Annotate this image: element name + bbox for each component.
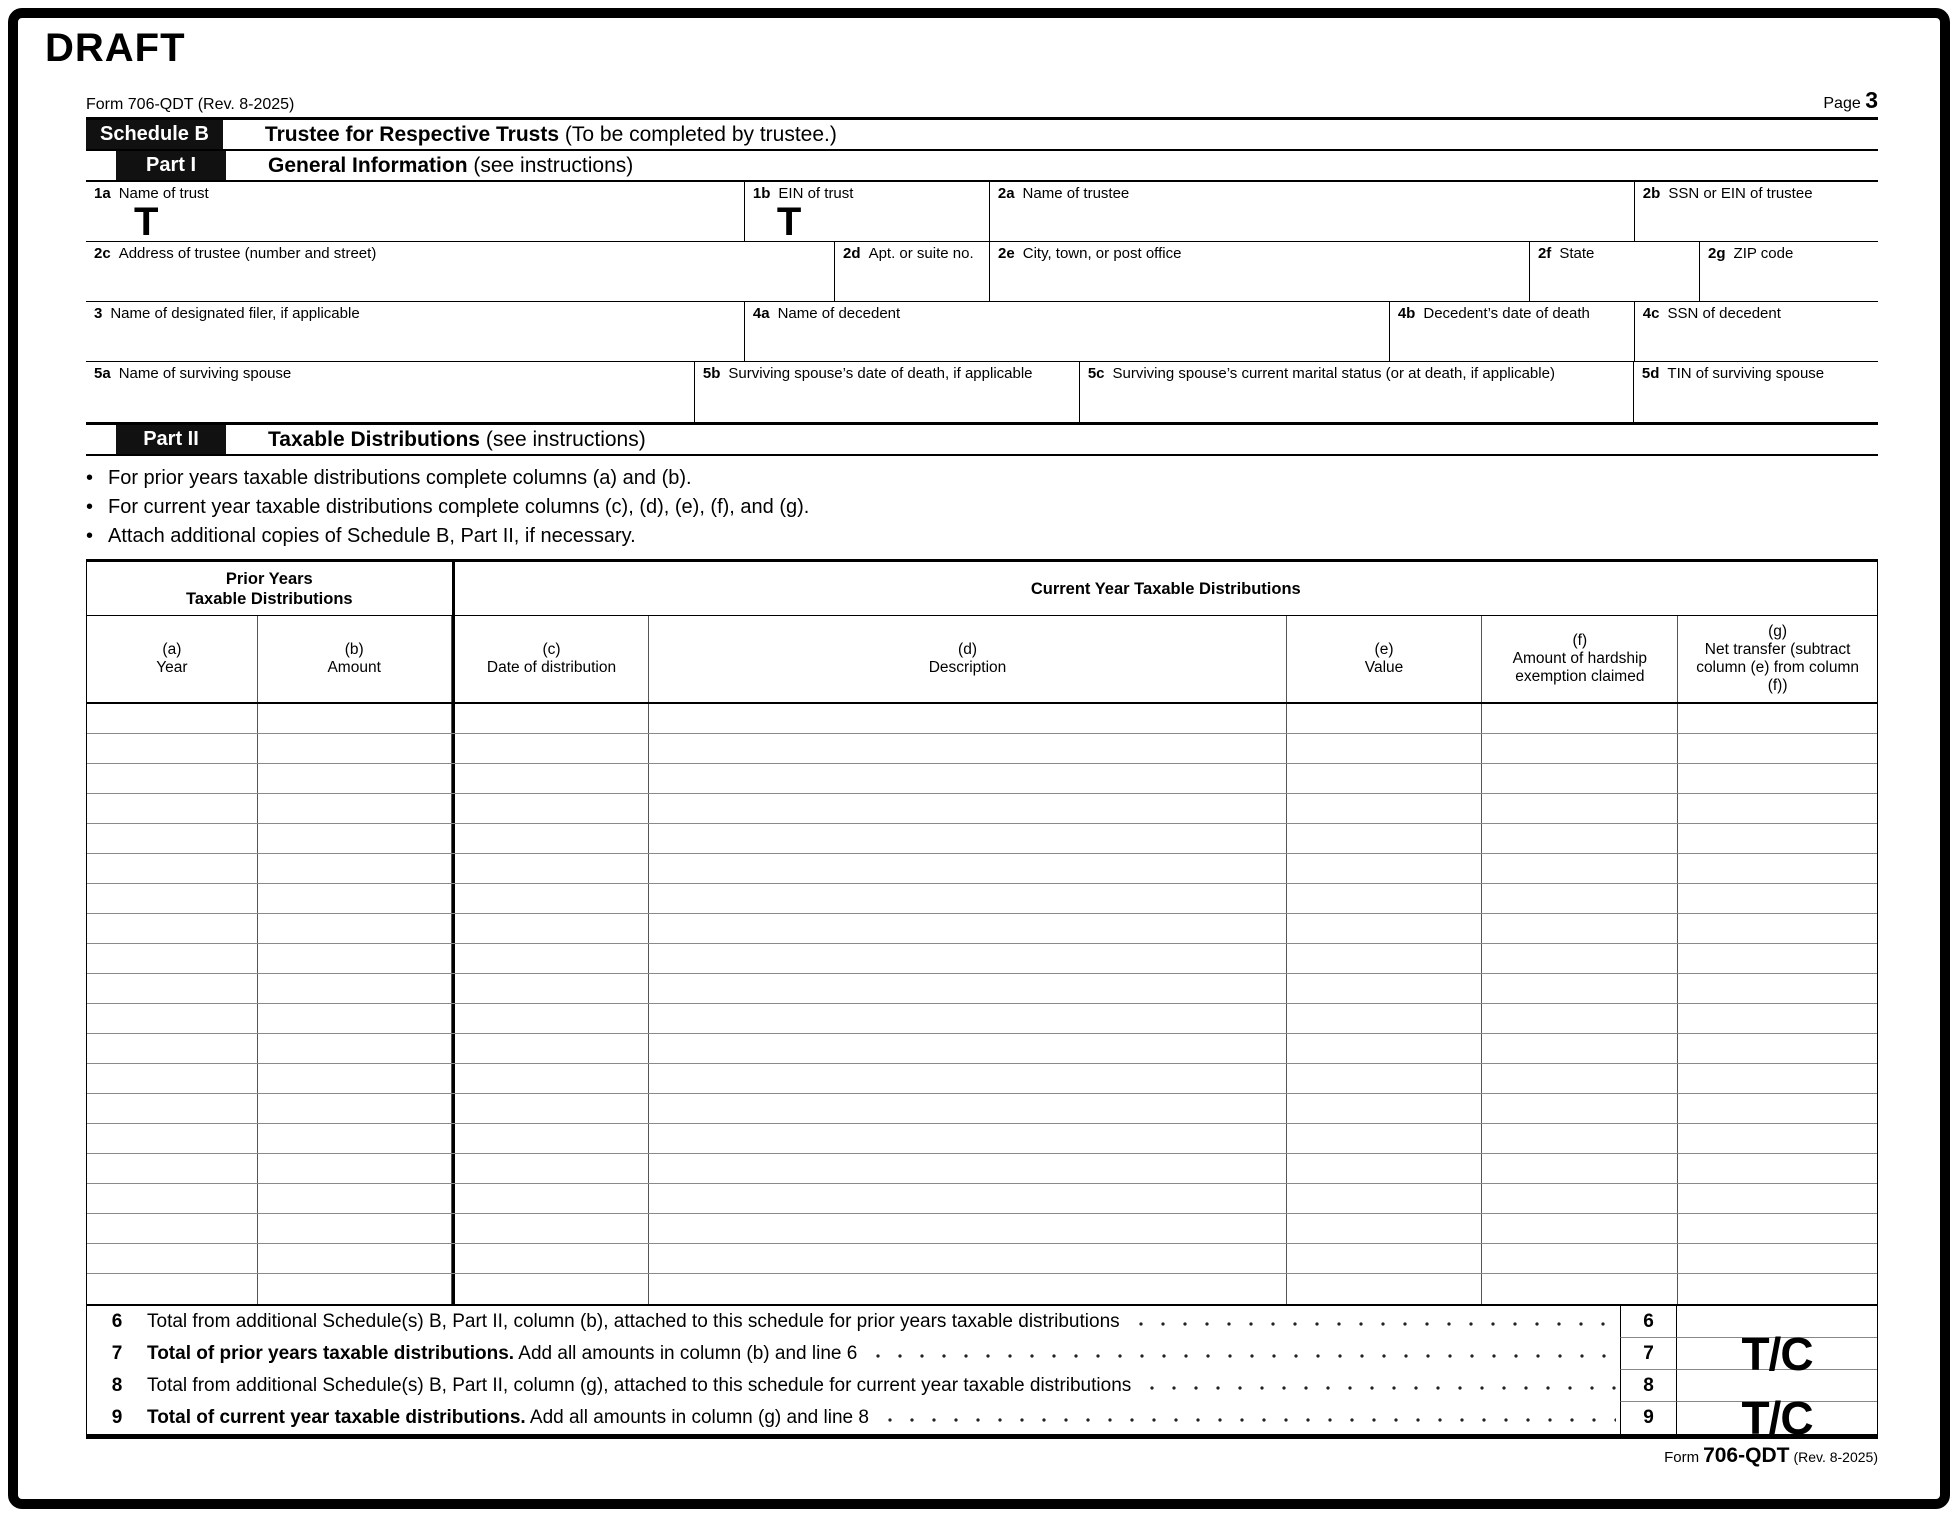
table-cell xyxy=(1287,1064,1483,1093)
table-cell xyxy=(1678,854,1877,883)
table-cell xyxy=(258,1124,452,1153)
column-header-year: (a) Year xyxy=(87,616,258,702)
table-cell xyxy=(1287,944,1483,973)
table-cell xyxy=(87,1274,258,1304)
table-cell xyxy=(258,1274,452,1304)
table-cell xyxy=(87,824,258,853)
table-cell xyxy=(258,734,452,763)
grid-row-3 xyxy=(86,302,1878,362)
table-cell xyxy=(452,1274,650,1304)
table-cell xyxy=(258,974,452,1003)
table-cell xyxy=(649,1124,1286,1153)
table-cell xyxy=(1287,914,1483,943)
table-cell xyxy=(1482,704,1678,733)
instruction-bullet: • For prior years taxable distributions complete columns (a) and (b). xyxy=(86,464,1878,493)
table-cell xyxy=(452,1034,650,1063)
table-row xyxy=(87,1154,1877,1184)
table-cell xyxy=(87,704,258,733)
table-cell xyxy=(87,1004,258,1033)
table-cell xyxy=(452,1124,650,1153)
table-row xyxy=(87,1214,1877,1244)
page-number: Page 3 xyxy=(1823,87,1878,113)
table-cell xyxy=(258,1034,452,1063)
table-row xyxy=(87,854,1877,884)
table-cell xyxy=(1678,794,1877,823)
table-cell xyxy=(87,1154,258,1183)
schedule-b-badge: Schedule B xyxy=(86,120,223,149)
dot-leader xyxy=(1126,1306,1616,1338)
table-cell xyxy=(1287,1274,1483,1304)
table-cell xyxy=(1482,1184,1678,1213)
table-cell xyxy=(258,1064,452,1093)
table-cell xyxy=(1482,1124,1678,1153)
field-value-name-of-trust: T xyxy=(134,200,159,241)
field-name-of-trustee: 2a Name of trustee xyxy=(990,182,1635,241)
table-cell xyxy=(1482,914,1678,943)
total-line-8: 8 Total from additional Schedule(s) B, Part II, column (g), attached to this schedule for current year taxable distributions 8 xyxy=(87,1370,1877,1402)
column-header-description: (d) Description xyxy=(649,616,1286,702)
field-city-town: 2e City, town, or post office xyxy=(990,242,1530,301)
table-cell xyxy=(1482,1064,1678,1093)
table-cell xyxy=(1678,764,1877,793)
table-cell xyxy=(87,1184,258,1213)
part1-title: General Information (see instructions) xyxy=(268,153,634,177)
table-row xyxy=(87,1004,1877,1034)
field-value-ein-of-trust: T xyxy=(776,200,802,241)
column-header-net-transfer: (g) Net transfer (subtract column (e) from column (f)) xyxy=(1696,623,1859,694)
table-cell xyxy=(649,944,1286,973)
table-cell xyxy=(87,1034,258,1063)
table-cell xyxy=(258,854,452,883)
table-row xyxy=(87,974,1877,1004)
part2-instructions xyxy=(86,464,1878,551)
table-cell xyxy=(1287,1184,1483,1213)
total-line-6: 6 Total from additional Schedule(s) B, Part II, column (b), attached to this schedule for prior years taxable distributions 6 xyxy=(87,1306,1877,1338)
table-cell xyxy=(452,1184,650,1213)
table-row xyxy=(87,824,1877,854)
line-number-box: 8 xyxy=(1620,1370,1676,1402)
table-cell xyxy=(87,1124,258,1153)
table-cell xyxy=(258,914,452,943)
table-cell xyxy=(1482,794,1678,823)
table-cell xyxy=(1678,914,1877,943)
distributions-table xyxy=(86,559,1878,1304)
table-cell xyxy=(649,974,1286,1003)
table-cell xyxy=(452,974,650,1003)
table-cell xyxy=(1482,1214,1678,1243)
column-header-value: (e) Value xyxy=(1287,616,1483,702)
dot-leader xyxy=(1137,1370,1616,1402)
table-cell xyxy=(258,1154,452,1183)
table-cell xyxy=(1678,704,1877,733)
table-cell xyxy=(1678,1184,1877,1213)
draft-watermark: DRAFT xyxy=(45,26,186,70)
table-row xyxy=(87,734,1877,764)
table-column-headers xyxy=(87,616,1877,704)
part2-header xyxy=(86,425,1878,456)
table-cell xyxy=(258,884,452,913)
table-cell xyxy=(87,1214,258,1243)
table-cell xyxy=(452,1244,650,1273)
schedule-b-title: Trustee for Respective Trusts (To be completed by trustee.) xyxy=(264,122,837,146)
table-cell xyxy=(1287,884,1483,913)
field-apt-suite: 2d Apt. or suite no. xyxy=(835,242,990,301)
table-cell xyxy=(258,1244,452,1273)
table-cell xyxy=(1678,974,1877,1003)
dot-leader xyxy=(875,1402,1616,1434)
table-cell xyxy=(87,914,258,943)
general-information-grid xyxy=(86,182,1878,425)
table-cell xyxy=(649,824,1286,853)
table-cell xyxy=(1482,1274,1678,1304)
table-cell xyxy=(87,1064,258,1093)
table-cell xyxy=(649,884,1286,913)
table-cell xyxy=(452,884,650,913)
table-cell xyxy=(87,734,258,763)
table-cell xyxy=(1678,734,1877,763)
table-cell xyxy=(1482,764,1678,793)
table-cell xyxy=(1678,1214,1877,1243)
table-cell xyxy=(649,764,1286,793)
field-zip-code: 2g ZIP code xyxy=(1708,245,1794,262)
table-cell xyxy=(649,734,1286,763)
table-cell xyxy=(452,794,650,823)
prior-years-group-header: Prior Years Taxable Distributions xyxy=(186,569,353,608)
column-header-hardship: (f) Amount of hardship exemption claimed xyxy=(1482,616,1678,702)
part1-badge: Part I xyxy=(116,151,226,180)
grid-row-4 xyxy=(86,362,1878,422)
column-header-date: (c) Date of distribution xyxy=(452,616,650,702)
total-line-7: 7 Total of prior years taxable distributions. Add all amounts in column (b) and line 6 7 T/C xyxy=(87,1338,1877,1370)
table-cell xyxy=(1678,1124,1877,1153)
table-cell xyxy=(1482,1004,1678,1033)
table-cell xyxy=(1287,704,1483,733)
field-decedent-date-of-death: 4b Decedent’s date of death xyxy=(1390,302,1635,361)
table-cell xyxy=(649,794,1286,823)
totals-section xyxy=(86,1304,1878,1444)
table-cell xyxy=(649,1034,1286,1063)
table-cell xyxy=(649,1004,1286,1033)
table-cell xyxy=(1482,884,1678,913)
table-cell xyxy=(452,734,650,763)
table-cell xyxy=(1678,824,1877,853)
field-tin-of-spouse: 5d TIN of surviving spouse xyxy=(1641,365,1825,382)
table-cell xyxy=(452,1094,650,1123)
form-id: Form 706-QDT (Rev. 8-2025) xyxy=(86,96,295,113)
field-name-of-decedent: 4a Name of decedent xyxy=(745,302,1390,361)
table-cell xyxy=(1482,974,1678,1003)
table-cell xyxy=(452,1214,650,1243)
table-cell xyxy=(87,764,258,793)
table-row xyxy=(87,1064,1877,1094)
table-cell xyxy=(258,704,452,733)
table-cell xyxy=(1482,854,1678,883)
form-id-line xyxy=(86,87,1878,117)
table-row xyxy=(87,1124,1877,1154)
table-row xyxy=(87,1244,1877,1274)
table-group-header xyxy=(87,562,1877,616)
table-cell xyxy=(258,1004,452,1033)
table-cell xyxy=(87,1244,258,1273)
table-cell xyxy=(1678,1034,1877,1063)
table-cell xyxy=(649,1244,1286,1273)
table-cell xyxy=(452,1154,650,1183)
table-cell xyxy=(452,944,650,973)
table-cell xyxy=(452,1064,650,1093)
table-row xyxy=(87,1034,1877,1064)
table-cell xyxy=(1482,824,1678,853)
table-cell xyxy=(1482,734,1678,763)
table-cell xyxy=(1287,1154,1483,1183)
table-cell xyxy=(1482,1094,1678,1123)
table-cell xyxy=(1287,1124,1483,1153)
table-cell xyxy=(1678,1244,1877,1273)
table-cell xyxy=(87,974,258,1003)
table-cell xyxy=(1678,1274,1877,1304)
table-row xyxy=(87,704,1877,734)
table-cell xyxy=(649,914,1286,943)
table-row xyxy=(87,914,1877,944)
table-cell xyxy=(1482,1154,1678,1183)
table-row xyxy=(87,794,1877,824)
table-cell xyxy=(87,944,258,973)
field-address-of-trustee: 2c Address of trustee (number and street) xyxy=(86,242,835,301)
table-cell xyxy=(452,764,650,793)
field-ssn-ein-of-trustee: 2b SSN or EIN of trustee xyxy=(1642,185,1813,202)
table-cell xyxy=(1678,944,1877,973)
table-cell xyxy=(452,914,650,943)
table-cell xyxy=(1287,824,1483,853)
current-year-group-header: Current Year Taxable Distributions xyxy=(452,562,1877,615)
table-cell xyxy=(258,794,452,823)
bullet-icon: • xyxy=(86,525,94,547)
page-footer: Form 706-QDT (Rev. 8-2025) xyxy=(1664,1444,1878,1467)
table-cell xyxy=(1287,854,1483,883)
table-cell xyxy=(452,1004,650,1033)
total-line-9: 9 Total of current year taxable distributions. Add all amounts in column (g) and line 8 9 T/C xyxy=(87,1402,1877,1434)
field-spouse-marital-status: 5c Surviving spouse’s current marital status (or at death, if applicable) xyxy=(1080,362,1634,422)
part2-title: Taxable Distributions (see instructions) xyxy=(268,427,646,451)
instruction-bullet: • Attach additional copies of Schedule B, Part II, if necessary. xyxy=(86,522,1878,551)
table-cell xyxy=(1678,1094,1877,1123)
table-cell xyxy=(258,764,452,793)
tc-draft-mark: T/C xyxy=(1741,1392,1813,1444)
table-cell xyxy=(452,824,650,853)
line-number-box: 7 xyxy=(1620,1338,1676,1370)
table-cell xyxy=(258,944,452,973)
table-cell xyxy=(1678,1004,1877,1033)
table-cell xyxy=(1482,944,1678,973)
table-cell xyxy=(258,1184,452,1213)
table-cell xyxy=(1482,1244,1678,1273)
table-cell xyxy=(1287,764,1483,793)
grid-row-1 xyxy=(86,182,1878,242)
table-cell xyxy=(649,1064,1286,1093)
table-cell xyxy=(649,1184,1286,1213)
field-state: 2f State xyxy=(1530,242,1700,301)
table-cell xyxy=(1287,1244,1483,1273)
table-row xyxy=(87,764,1877,794)
table-cell xyxy=(1287,1034,1483,1063)
table-cell xyxy=(87,854,258,883)
table-row xyxy=(87,1274,1877,1304)
table-cell xyxy=(649,1094,1286,1123)
line-number-box: 6 xyxy=(1620,1306,1676,1338)
field-spouse-date-of-death: 5b Surviving spouse’s date of death, if applicable xyxy=(695,362,1080,422)
bullet-icon: • xyxy=(86,467,94,489)
line-number-box: 9 xyxy=(1620,1402,1676,1434)
schedule-b-header xyxy=(86,117,1878,151)
table-cell xyxy=(1287,974,1483,1003)
table-cell xyxy=(649,1274,1286,1304)
amount-cell-7 xyxy=(1676,1328,1877,1380)
table-cell xyxy=(649,1214,1286,1243)
bullet-icon: • xyxy=(86,496,94,518)
field-name-of-trust: 1a Name of trust T xyxy=(86,182,745,241)
column-header-amount: (b) Amount xyxy=(258,616,452,702)
table-cell xyxy=(649,1154,1286,1183)
table-cell xyxy=(649,854,1286,883)
part2-badge: Part II xyxy=(116,425,226,454)
table-cell xyxy=(452,704,650,733)
grid-row-2 xyxy=(86,242,1878,302)
table-row xyxy=(87,1094,1877,1124)
table-cell xyxy=(1482,1034,1678,1063)
field-surviving-spouse: 5a Name of surviving spouse xyxy=(86,362,695,422)
table-cell xyxy=(1678,1064,1877,1093)
table-cell xyxy=(1287,1004,1483,1033)
table-cell xyxy=(649,704,1286,733)
table-cell xyxy=(1287,794,1483,823)
field-designated-filer: 3 Name of designated filer, if applicable xyxy=(86,302,745,361)
table-cell xyxy=(1287,1214,1483,1243)
amount-cell-9 xyxy=(1676,1392,1877,1444)
field-ssn-of-decedent: 4c SSN of decedent xyxy=(1642,305,1781,322)
field-ein-of-trust: 1b EIN of trust T xyxy=(745,182,990,241)
table-row xyxy=(87,1184,1877,1214)
table-cell xyxy=(258,1094,452,1123)
table-body xyxy=(87,704,1877,1304)
table-cell xyxy=(1287,734,1483,763)
table-cell xyxy=(87,1094,258,1123)
table-cell xyxy=(258,824,452,853)
part1-header xyxy=(86,151,1878,182)
table-cell xyxy=(1678,1154,1877,1183)
table-cell xyxy=(87,884,258,913)
dot-leader xyxy=(863,1338,1616,1370)
table-cell xyxy=(258,1214,452,1243)
table-cell xyxy=(452,854,650,883)
table-row xyxy=(87,944,1877,974)
table-row xyxy=(87,884,1877,914)
table-cell xyxy=(87,794,258,823)
table-cell xyxy=(1287,1094,1483,1123)
instruction-bullet: • For current year taxable distributions complete columns (c), (d), (e), (f), and (g). xyxy=(86,493,1878,522)
tc-draft-mark: T/C xyxy=(1741,1328,1813,1380)
table-cell xyxy=(1678,884,1877,913)
